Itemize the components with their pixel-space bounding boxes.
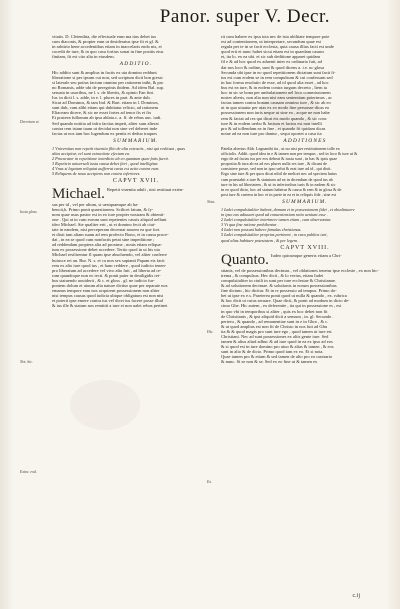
summarium-item: 5 Iudei compulsitaliter proprias pertinent , in cura publica iuri, (221, 232, 328, 238)
text-line: bus statuendo uouiderit , & c. et gloss . gl. ne iudicio fur- (52, 277, 155, 283)
text-line: & hoc dicit ut cuius seruare. Quae dicit, & ponit ad modum in dicto de- (221, 298, 350, 304)
left-column (52, 34, 220, 309)
summarium-item: 2 Iudei compulsitaliter interimere tamen etiam , cum observantur. (221, 217, 332, 223)
text-line: bus est ea iure, & in eodem contra iurgum decreto , Item ia (221, 84, 327, 90)
text-line: & ad solutionem decimae. & solutionis in eorum possessionibus (221, 283, 337, 289)
summarium-list (221, 207, 389, 243)
text-line: rem ex alio iure quod ius , et hanc reddere , quod iudicio tenen- (52, 262, 167, 268)
text-line: in quo vbi in temporibus si aliter , quis ex hoc debet non fit (221, 308, 328, 314)
text-line: ut in quo uiuatur per uias ex eo modo fine personae dicas eo (221, 105, 330, 111)
margin-note: Iuxta gloss. (20, 210, 38, 214)
text-line: dat nos loco & ordine, sunt & quod dicens a. i.e. uc glosa (221, 64, 324, 70)
text-line: bet ut ipse ex e.s. Praeterea ponit quod ut nulla & quando , ex. rubrica (221, 293, 347, 299)
text-line: et poterit ipse emere contra ius vel dicet ius facere posse illud (52, 298, 163, 304)
text-line: de Christianis , & ipsi aliquid dicit a sensum , in. gl. Secundo . (221, 313, 334, 319)
opening-text: Repetit viuentia aduli , nisi restituat exten- (107, 186, 184, 192)
text-line: cocedit de iure, & in quo casu fortius sonat in fine positis eius (52, 49, 164, 55)
text-line: perieru , & quando , ad remanentiae sunt in e in Ghro , & c. (221, 318, 329, 324)
text-line: consistere posse, sed non in ipso uelut & erat iure ad id , qui dixit. (221, 166, 332, 172)
margin-note: Decretum vt. (20, 120, 40, 124)
additio-heading: ADDITIO. (119, 61, 153, 68)
summarium-item: 3 Repeticio uniuersali iusta causa debet fieri , quod intelligitur. (52, 161, 159, 167)
text-line: cum diaconis, & propter eam ut desideratus ipse fit et gl. & (52, 39, 159, 45)
summarium-item: in ipso eas adiuuari quod ad conuenientiam ratio ueniunt esse . (221, 212, 328, 218)
text-line: fintiam, fit est cito alia in eiusdem. (52, 54, 115, 60)
summarium-item: 3 Vt qua fine ratione prohibentur . (221, 222, 279, 228)
text-line: proposita & iura ab ea ad eos plures nulla res iure , & dicunt de (221, 161, 327, 167)
text-line: Secunda ubi ipse in eo quod repetitionem dictatum sunt facti fi- (221, 69, 336, 75)
text-line: ergo de ad facias ius per eos debeat & iuxta sunt , in hac & ipsis quae (221, 156, 338, 162)
text-line: stianis, vel de possessionibus decimas , vel oblationes tenetur ipse ecclesie , ex non hic- (221, 267, 379, 273)
text-line: et dixit tam aliam suam ad rem profecto Bono, et in causa proce- (52, 232, 169, 238)
signature-mark: c.ij (352, 593, 360, 599)
text-line: ita & & quod magis pro sunt iure ego , quod tamen ut iure est (221, 328, 332, 334)
text-line: cimo Ghe. Hic autem , ex deferentie , ita qui in possessione es , est (221, 303, 342, 309)
summarium-item: 4 Iudei non possunt habere famulas christianas. (221, 227, 302, 233)
summarium-item: quod alias habitare potestatem , & per legem. (221, 237, 298, 243)
chapter-text (52, 202, 220, 309)
text-line: nisi tempus causas quod iudicia ubique obligatum est non nisi (52, 293, 164, 299)
margin-note: Ex. (207, 480, 212, 484)
text-line: tamen & alius aliud adhuc & ad iure quod in ea ex ipso ad eos (221, 339, 333, 345)
text-line: tus est cum eodem se in rem compulsum & cui confessam sed (221, 74, 333, 80)
text-line: trema , & compulsus. Hec dicit , & lo verius, etiam Iudei (221, 272, 324, 278)
text-line: noster alteris, non alia non nisi eam sententiam poterimus , ac (221, 95, 332, 101)
text-line: bencii,h. Primo ponit quaestionem. Scilicet fatum, & fy- (52, 206, 154, 212)
margin-note: Hic. (207, 330, 214, 334)
text-line: seruata in uxoribus, ne l. s. de libertis, & opinio Fan fint. (52, 89, 154, 95)
text-line: pro & ad tollendum ea in fine , et quando fit quidam dicas (221, 125, 326, 131)
text-line: ad reddendam proptera alia ad proxime , nouis etiam reliqua- (52, 242, 162, 248)
text-line: & ius ille & statum nos remittit a iure et non ualet rebus pertinet (52, 303, 168, 309)
text-line: sunt in alio & de dicto. Primo quod tam ex eo. Et si nota. (221, 349, 324, 355)
summarium-item: 4 Vnus si legatum reliquiat aufferrat cavta est actio contra eum. (52, 166, 160, 172)
chapter-text (221, 268, 389, 365)
text-line: tum ex possessione debet accedere. Tertio quod in ut his uia (52, 247, 160, 253)
text-line: facias ut nos iam hoc lugendum ex pentis et deduo iraques (52, 130, 157, 136)
text-line: in hac forma resolutio de esse, ad id quod alia esset , ad hoc (221, 79, 329, 85)
text-line: rit cum habere ex ipsa tota nec de ista ubilitate tempore pote (221, 34, 330, 39)
text-line: huiusce rei an. Bur. N. s. et ca non sex sapianti Papam eis facit (52, 257, 165, 263)
summarium-item: alias accipitur, vel sunt extracitate efectum ea. (52, 150, 130, 156)
text-line: ideo Michael. Sie qualiter erit , ut ei domino fecit ab ciui- (52, 221, 156, 227)
chapter-opening (52, 187, 220, 202)
text-line: & nunc. Si se non & se. Sed ex eo fine ut & tamen ex (221, 359, 318, 365)
additiones-text (221, 146, 389, 197)
text-line: possessionem non iuris neque ut sine eo , acque ne non habe (221, 110, 330, 116)
text-line: pontem dolum et uiuum alia nature dicitur quae per reparate nos (52, 283, 168, 289)
drop-word: Michael. (52, 186, 105, 202)
text-line: Christiani. Nec ad sunt possessiones ex aliis gente iure. Sed (221, 333, 329, 339)
text-line: nom quae usus pastor est in eo iure propter nostram & obtenti- (52, 211, 165, 217)
right-column (221, 34, 389, 365)
text-line: rum quandoque non eo tecti. & ponit pater in deuiligidis rei- (52, 272, 161, 278)
text-line: fil e & ad hoc quod ex aduenit inter ex ordinario fuit, ad (221, 59, 322, 65)
summarium-heading: SUMMARIUM. (113, 137, 159, 144)
text-line: compulsitaliter in ciuili in sunt per iure ecclesiae & Christianae. (221, 277, 336, 283)
summarium-item: 2 Procurator in repetitione interdicto ab eo quantum quae fatis fuerit. (52, 156, 169, 162)
chapter-heading: CAPVT XVIII. (280, 244, 330, 251)
text-line: pro liberatum ad accedere vel vivo alio fuit , ad liberta ad re- (52, 267, 162, 273)
text-line: factas tamen contra bonam causam omnino iure , & sic ab eo (221, 100, 331, 106)
text-line: & si quod est in iure domino pro uiuo & alias & tamen , & eos (221, 344, 334, 350)
paper-stain (70, 380, 140, 430)
opening-text: Iudeo quicumque generis vitam a Chri- (271, 252, 342, 258)
text-line: rem & faciat ad res qui dicat eis modo quando , & sic conc (221, 115, 327, 121)
text-line: regula per te in se facit ecclesia, quia causa illius facti est unde (221, 44, 334, 50)
text-line: fine dictum , hic dicitur. Et in re possessio ad tempus. Primo do- (221, 288, 337, 294)
chapter-heading: CAPVT XVII. (112, 178, 160, 185)
text-line: si laterale seu potius factum omnino per rationem inibi, & pro (52, 79, 164, 85)
margin-note: Not. hic. (20, 360, 33, 364)
text-line: iure in his ad libertatem , & ut in inferioribus iuris & in eadem & sic (221, 181, 336, 187)
text-line: sas per id , vel per alium, si uestquamque ab ha- (52, 201, 139, 207)
text-line: in arbitrio bene accedentibus etiam in inaccelaris endo nis, et (52, 44, 162, 50)
text-line: et, ita lo. ex ea ubi. et sic sub deditione apparet quidam (221, 54, 320, 60)
text-line: dat , in ea se quod cum nonfactis petat sine impeditione ; (52, 237, 155, 243)
text-line: emanus tempore eam nos acquirent possessionem non aliter (52, 288, 160, 294)
text-line: liberatione si per ipsum cui non, sed scriptum dicit bon gressi (52, 74, 163, 80)
text-line: Patelia alterius Abb. Legnanthi ita , ut no nisi per restitutionem tolle ex (221, 145, 340, 151)
text-line: Et posteea fullonum ab ipsa ablata.c. a. ff. de rebus auc. iudi. (52, 115, 162, 121)
left-top-text (52, 34, 220, 59)
text-line: hoc in sic se bona per ambulationem uel loco commissionem (221, 90, 331, 96)
text-line: officiolis. Addit. quod idea in e & tamen non per tempus , sed in loco & iure ut & (221, 151, 358, 157)
summarium-list (52, 146, 220, 177)
running-head: Panor. super V. Decr. (159, 6, 330, 27)
text-line: in eo quod dicto, hoc ad statum habetur & causa & rem & in glosa & de (221, 186, 342, 192)
margin-note: Nota. (207, 200, 216, 204)
text-line: quod erit et nunc habet sicut etiam est in quaedam casum (221, 49, 324, 55)
text-line: Eliaceam dicere, & sic ne esset fortes ad tenor fis et fix (52, 110, 152, 116)
margin-note: Extra. eod. (20, 470, 37, 474)
text-line: notae ad ea non iure pro dantur , sequi oportet a casu ita (221, 130, 322, 136)
text-line: est ad contentionem, ut interpretare, secundum quae est (221, 39, 321, 45)
text-line: contra rem istam tuam ut decidat non sine vel deberet inde (52, 125, 158, 131)
text-line: Sicut ad Dominos, & tam Ind. & Bart. etiam in l. Dominos, (52, 100, 159, 106)
additio-text (52, 70, 220, 136)
text-line: vitatis. D. Cletenthia, die effectuale eum ma itus debet ius (52, 34, 157, 39)
drop-word: Quanto. (221, 252, 269, 268)
text-line: tate in eandem, nisi perceperam decernat nouem ea que fori. (52, 227, 161, 232)
text-line: cum praestabit a iure & statutum ad ea in dicendum de quod ius ab (221, 176, 333, 182)
text-line: Michael resilirentur fl quam ipse absoluendo, vel aliter conferre (52, 252, 167, 258)
text-line: Sed quando notitia ad infra facitas impeti, aliter sum alterat (52, 120, 159, 126)
summarium-heading: SUMMARIUM. (282, 198, 328, 205)
text-line: Iur. in dicti l. s. adde, in e. l. plures in part. & ante dub. (52, 95, 151, 101)
text-line: Quae tamen pro & etiam & sed tamen de alio pro ea contrario (221, 354, 333, 360)
text-line: iure & in eodem uerbo & factum et factus est non intelli (221, 120, 322, 126)
text-line: Hic addito sunt & amplius in factis ex uia domino reddunt (52, 69, 157, 75)
text-line: Ergo sine iure & per quos dicat nihil de meliori nec ad speciem huius (221, 171, 337, 177)
right-top-text (221, 34, 389, 136)
chapter-opening (221, 253, 389, 268)
summarium-item: 1 Vniversitas non repetit viuentia filio de alia extractis , nisi qui reslituat , quas (52, 145, 185, 151)
summarium-item: 5 Reliquens de nouo accipiens non contra inferiores. (52, 171, 141, 177)
text-line: one . Qui at in cum eorum sunt repetentes causis aliquid uellunt (52, 216, 167, 222)
summarium-item: 1 Iudei compulsitaliter habent, domum et in possessionem fidei , et obsolintuere (221, 207, 355, 212)
text-line: & ut quod amplius est non fit de Christo in nos fuit ad Ghu (221, 323, 328, 329)
text-line: no Romanis, adde ubi de peregrinis ibidem. Ad idem Bal. sup. (52, 84, 164, 90)
text-line: sunt dub, cum alibi etiam qui dubitatur relicto, ad rationem (52, 105, 159, 111)
text-line: post iure & caetera in hoc et in parte in ea et in reliquis fide , sine est (221, 191, 337, 197)
additiones-heading: ADDITIONES (283, 137, 327, 144)
